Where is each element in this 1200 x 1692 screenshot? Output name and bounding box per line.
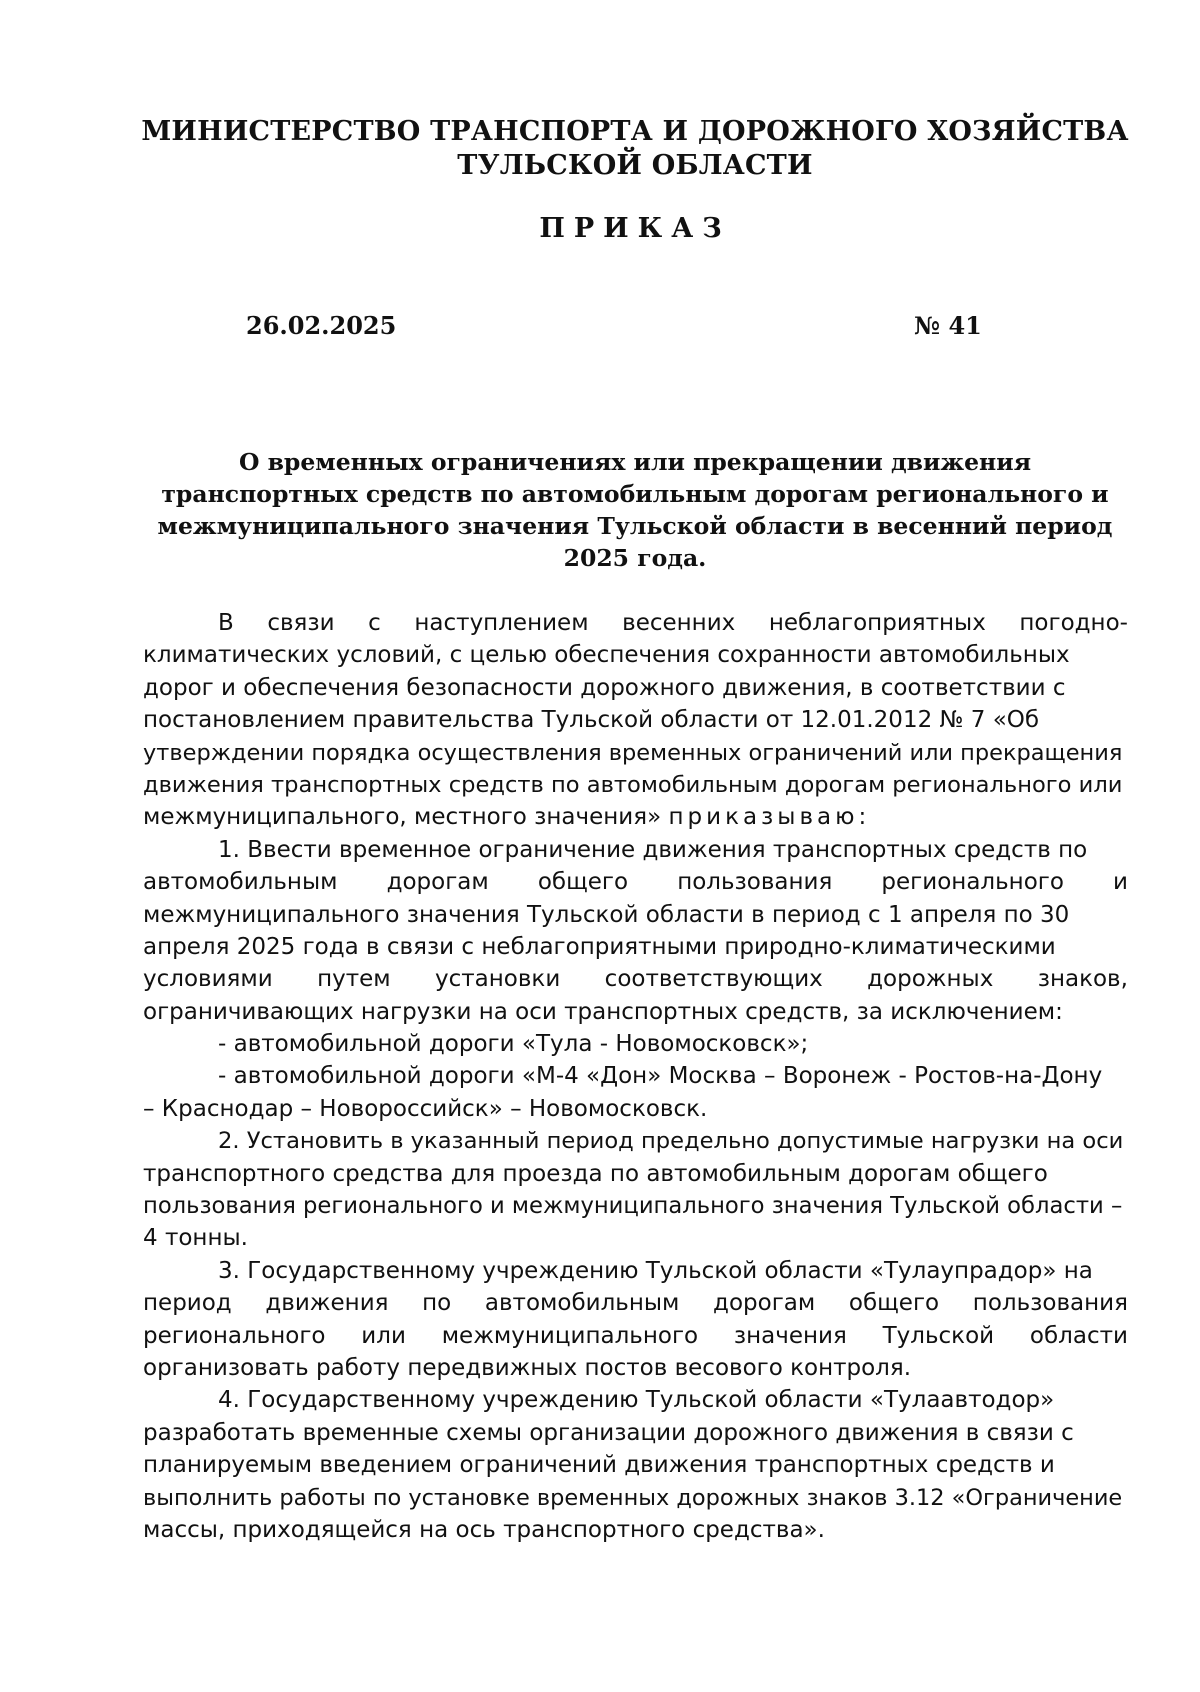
preamble-line: утверждении порядка осуществления временных ограничений или прекращения	[143, 739, 1123, 766]
item-2-line: транспортного средства для проезда по автомобильным дорогам общего	[143, 1160, 1048, 1187]
item-1-line: межмуниципального значения Тульской области в период с 1 апреля по 30	[143, 901, 1070, 928]
exception-item: - автомобильной дороги «М-4 «Дон» Москва – Воронеж - Ростов-на-Дону	[218, 1063, 1103, 1090]
ministry-name-line2: ТУЛЬСКОЙ ОБЛАСТИ	[457, 150, 813, 181]
document-type: ПРИКАЗ	[539, 213, 731, 244]
item-2-line: 2. Установить в указанный период предельно допустимые нагрузки на оси	[218, 1128, 1124, 1155]
preamble-line: постановлением правительства Тульской области от 12.01.2012 № 7 «Об	[143, 707, 1040, 734]
ministry-name-line1: МИНИСТЕРСТВО ТРАНСПОРТА И ДОРОЖНОГО ХОЗЯЙСТВА	[141, 116, 1129, 147]
preamble-line: движения транспортных средств по автомобильным дорогам регионального или	[143, 771, 1123, 798]
item-3-line: 3. Государственному учреждению Тульской области «Тулаупрадор» на	[218, 1257, 1093, 1284]
document-body	[143, 607, 1128, 1546]
document-title	[130, 446, 1140, 574]
item-4-line: 4. Государственному учреждению Тульской области «Тулаавтодор»	[218, 1387, 1055, 1414]
item-2-line: 4 тонны.	[143, 1225, 248, 1252]
decree-word: приказываю:	[668, 804, 871, 831]
preamble-line: климатических условий, с целью обеспечения сохранности автомобильных	[143, 642, 1070, 669]
item-1-line: автомобильным дорогам общего пользования регионального и	[143, 869, 1128, 896]
item-1-line: ограничивающих нагрузки на оси транспортных средств, за исключением:	[143, 998, 1063, 1025]
preamble-line: межмуниципального, местного значения» приказываю:	[143, 804, 871, 831]
item-3-line: организовать работу передвижных постов весового контроля.	[143, 1354, 912, 1381]
document-date: 26.02.2025	[246, 311, 397, 340]
preamble-line: В связи с наступлением весенних неблагоприятных погодно-	[218, 610, 1128, 636]
title-line: межмуниципального значения Тульской области в весенний период	[157, 512, 1113, 540]
document-number: № 41	[914, 311, 982, 340]
item-1-line: условиями путем установки соответствующих дорожных знаков,	[143, 966, 1128, 993]
item-4-line: выполнить работы по установке временных дорожных знаков 3.12 «Ограничение	[143, 1484, 1123, 1511]
ministry-header	[130, 115, 1140, 183]
item-4-line: разработать временные схемы организации дорожного движения в связи с	[143, 1419, 1074, 1446]
preamble-line: дорог и обеспечения безопасности дорожного движения, в соответствии с	[143, 674, 1066, 701]
item-3-line: период движения по автомобильным дорогам общего пользования	[143, 1290, 1128, 1317]
item-4-line: массы, приходящейся на ось транспортного средства».	[143, 1516, 825, 1543]
item-1-line: апреля 2025 года в связи с неблагоприятными природно-климатическими	[143, 933, 1056, 960]
item-1-line: 1. Ввести временное ограничение движения транспортных средств по	[218, 836, 1088, 863]
title-line: транспортных средств по автомобильным дорогам регионального и	[161, 480, 1109, 508]
title-line: О временных ограничениях или прекращении движения	[238, 448, 1032, 476]
item-3-line: регионального или межмуниципального значения Тульской области	[143, 1322, 1128, 1349]
item-4-line: планируемым введением ограничений движения транспортных средств и	[143, 1452, 1055, 1479]
exception-item-continued: – Краснодар – Новороссийск» – Новомосковск.	[143, 1095, 708, 1122]
item-2-line: пользования регионального и межмуниципального значения Тульской области –	[143, 1193, 1123, 1220]
exception-item: - автомобильной дороги «Тула - Новомосковск»;	[218, 1031, 809, 1058]
title-line: 2025 года.	[563, 544, 707, 572]
